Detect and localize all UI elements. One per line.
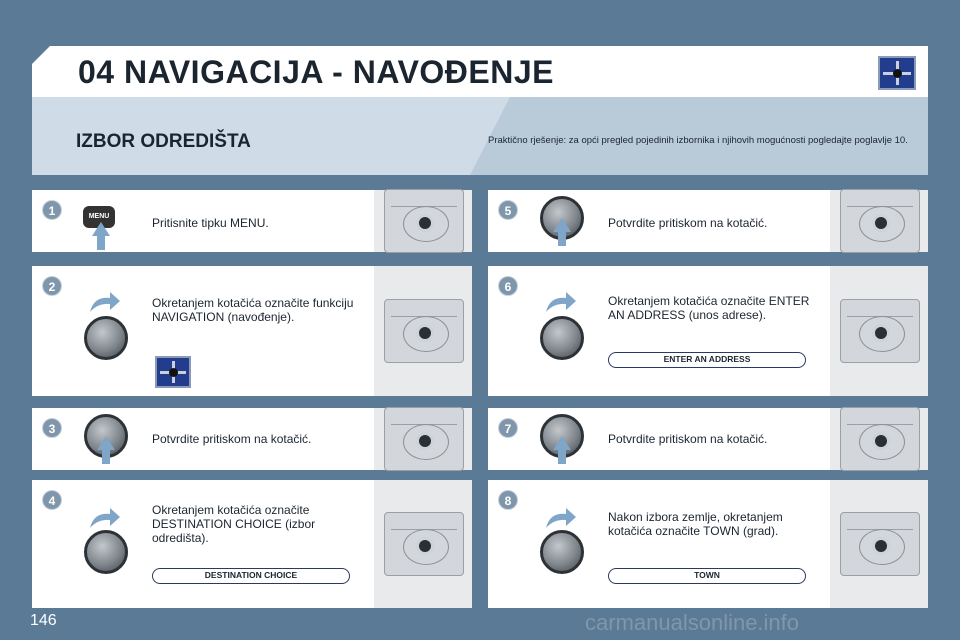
console-image (830, 266, 928, 396)
section-title: IZBOR ODREDIŠTA (76, 131, 251, 152)
console-image (374, 190, 472, 252)
menu-option-pill: TOWN (608, 568, 806, 584)
console-image (830, 480, 928, 608)
rotate-arrow-icon (544, 506, 578, 530)
step-text: Okretanjem kotačića označite funkciju NAVIGATION (navođenje). (152, 296, 354, 324)
step-text: Okretanjem kotačića označite ENTER AN ADDRESS (unos adrese). (608, 294, 810, 322)
navigation-icon (155, 356, 191, 388)
press-arrow-stem (558, 232, 566, 246)
step-text: Potvrdite pritiskom na kotačić. (152, 432, 312, 446)
press-arrow-stem (558, 450, 566, 464)
step-number: 6 (498, 276, 518, 296)
rotate-arrow-icon (88, 506, 122, 530)
navigation-icon (878, 56, 916, 90)
step-text: Potvrdite pritiskom na kotačić. (608, 216, 768, 230)
console-image (830, 408, 928, 470)
rotate-arrow-icon (544, 290, 578, 314)
page-number: 146 (30, 612, 57, 629)
step-number: 7 (498, 418, 518, 438)
rotate-arrow-icon (88, 290, 122, 314)
step-text: Okretanjem kotačića označite DESTINATION CHOICE (izbor odredišta). (152, 503, 316, 545)
step-number: 4 (42, 490, 62, 510)
menu-option-pill: DESTINATION CHOICE (152, 568, 350, 584)
console-image (374, 480, 472, 608)
menu-key-icon: MENU (83, 206, 115, 228)
step-number: 8 (498, 490, 518, 510)
press-arrow-stem (102, 450, 110, 464)
step-number: 3 (42, 418, 62, 438)
step-number: 2 (42, 276, 62, 296)
step-text: Potvrdite pritiskom na kotačić. (608, 432, 768, 446)
console-image (374, 408, 472, 470)
console-image (374, 266, 472, 396)
press-up-arrow-icon (92, 222, 110, 236)
console-image (830, 190, 928, 252)
watermark: carmanualsonline.info (585, 610, 800, 635)
chapter-title: 04 NAVIGACIJA - NAVOĐENJE (78, 54, 554, 90)
step-number: 5 (498, 200, 518, 220)
press-up-arrow-icon (553, 436, 571, 450)
step-text: Nakon izbora zemlje, okretanjem kotačića označite TOWN (grad). (608, 510, 783, 538)
dial-icon (84, 530, 128, 574)
press-arrow-stem (97, 236, 105, 250)
step-text: Pritisnite tipku MENU. (152, 216, 269, 230)
dial-icon (540, 530, 584, 574)
dial-icon (540, 316, 584, 360)
tip-text: Praktično rješenje: za opći pregled pojedinih izbornika i njihovih mogućnosti pogledajte poglavlje 10. (488, 135, 908, 146)
press-up-arrow-icon (553, 218, 571, 232)
dial-icon (84, 316, 128, 360)
step-number: 1 (42, 200, 62, 220)
press-up-arrow-icon (97, 436, 115, 450)
menu-option-pill: ENTER AN ADDRESS (608, 352, 806, 368)
